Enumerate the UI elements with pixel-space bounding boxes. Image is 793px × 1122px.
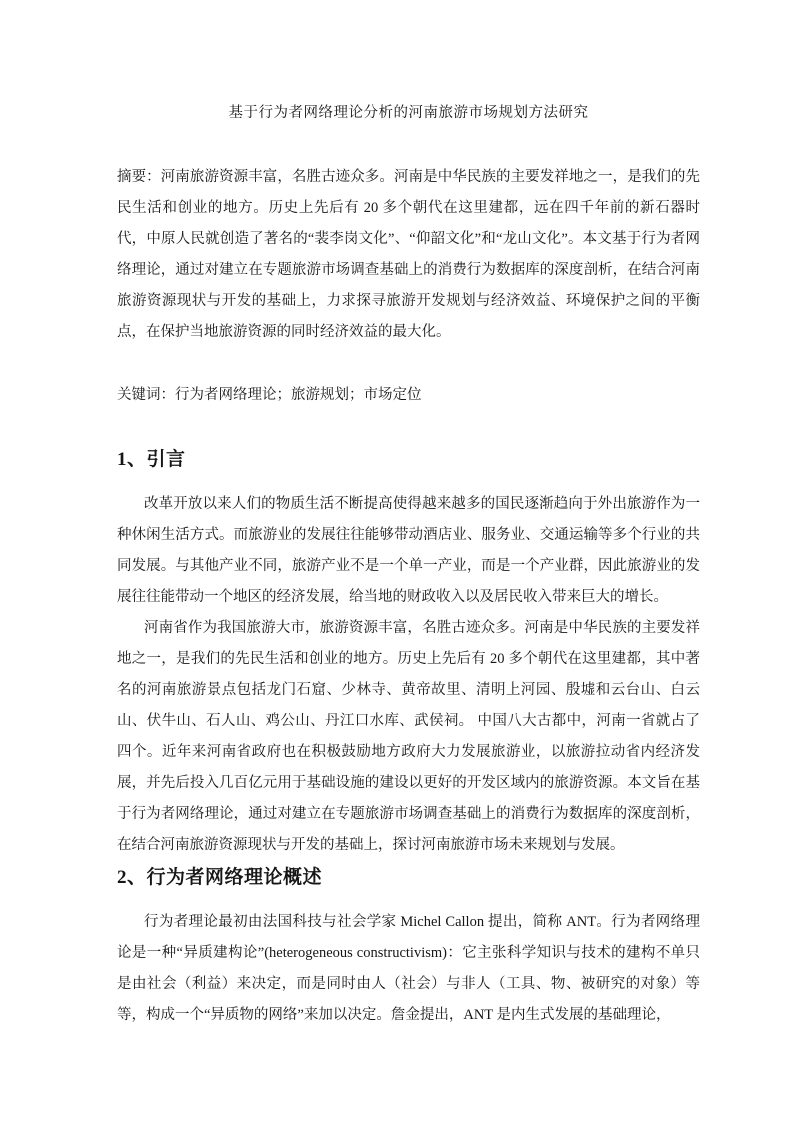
section-2-paragraph-1: 行为者理论最初由法国科技与社会学家 Michel Callon 提出，简称 ANT。行为者网络理论是一种“异质建构论”(heterogeneous constructivism)：它主张科学知识与技术的建构不单只是由社会（利益）来决定，而是同时由人（社会）与非人（工具、物、被研究的对象）等等，构成一个“异质物的网络”来加以决定。詹金提出，ANT 是内生式发展的基础理论， [117, 914, 700, 1023]
section-1-heading: 1、引言 [117, 449, 186, 470]
paper-title: 基于行为者网络理论分析的河南旅游市场规划方法研究 [228, 105, 589, 121]
keywords-line: 关键词：行为者网络理论；旅游规划；市场定位 [117, 387, 422, 403]
section-2-heading: 2、行为者网络理论概述 [117, 867, 323, 888]
abstract-paragraph: 摘要：河南旅游资源丰富，名胜古迹众多。河南是中华民族的主要发祥地之一，是我们的先民生活和创业的地方。历史上先后有 20 多个朝代在这里建都，远在四千年前的新石器时代，中原人民就创造了著名的“裴李岗文化”、“仰韶文化”和“龙山文化”。本文基于行为者网络理论，通过对建立在专题旅游市场调查基础上的消费行为数据库的深度剖析，在结合河南旅游资源现状与开发的基础上，力求探寻旅游开发规划与经济效益、环境保护之间的平衡点，在保护当地旅游资源的同时经济效益的最大化。 [117, 169, 700, 340]
section-1-paragraph-1: 改革开放以来人们的物质生活不断提高使得越来越多的国民逐渐趋向于外出旅游作为一种休闲生活方式。而旅游业的发展往往能够带动酒店业、服务业、交通运输等多个行业的共同发展。与其他产业不同，旅游产业不是一个单一产业，而是一个产业群，因此旅游业的发展往往能带动一个地区的经济发展，给当地的财政收入以及居民收入带来巨大的增长。 [117, 496, 700, 605]
section-1-paragraph-2: 河南省作为我国旅游大市，旅游资源丰富，名胜古迹众多。河南是中华民族的主要发祥地之一，是我们的先民生活和创业的地方。历史上先后有 20 多个朝代在这里建都，其中著名的河南旅游景点包括龙门石窟、少林寺、黄帝故里、清明上河园、殷墟和云台山、白云山、伏牛山、石人山、鸡公山、丹江口水库、武侯祠。 中国八大古都中，河南一省就占了四个。近年来河南省政府也在积极鼓励地方政府大力发展旅游业，以旅游拉动省内经济发展，并先后投入几百亿元用于基础设施的建设以更好的开发区域内的旅游资源。本文旨在基于行为者网络理论，通过对建立在专题旅游市场调查基础上的消费行为数据库的深度剖析，在结合河南旅游资源现状与开发的基础上，探讨河南旅游市场未来规划与发展。 [117, 620, 700, 853]
